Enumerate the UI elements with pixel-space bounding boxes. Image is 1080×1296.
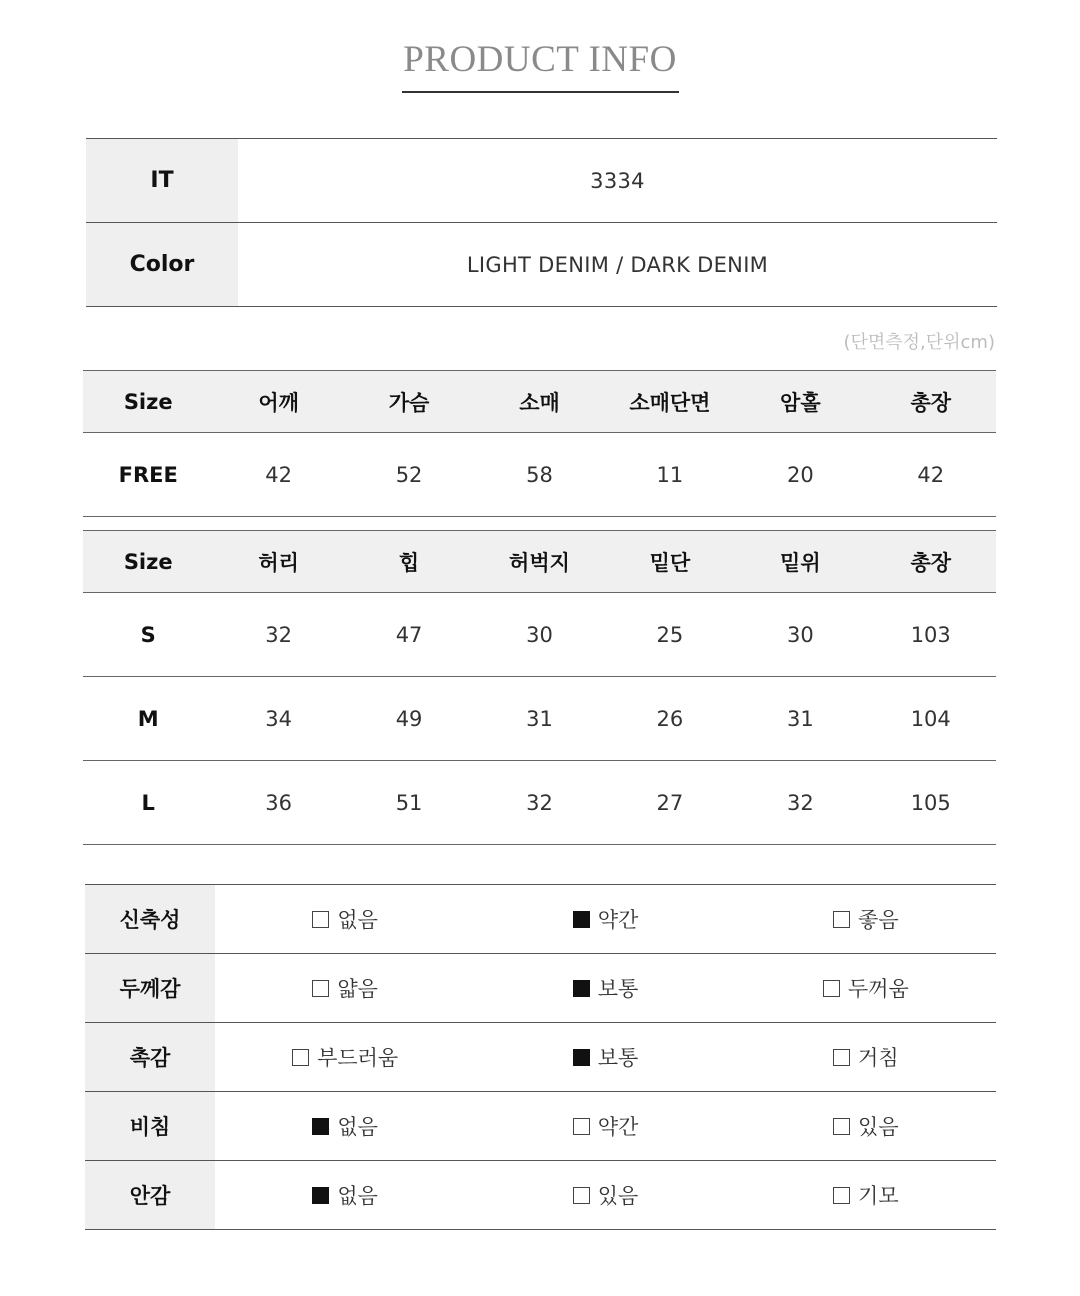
checked-box-icon [312, 1187, 329, 1204]
fabric-option [736, 1161, 996, 1229]
fabric-option-label: 약간 [597, 908, 639, 932]
size-label-cell: S [140, 622, 156, 647]
size-value-cell: 42 [265, 462, 292, 487]
size-row [83, 433, 996, 517]
size-header-cell: 힙 [398, 550, 420, 575]
fabric-row [85, 954, 996, 1023]
checked-box-icon [573, 980, 590, 997]
unchecked-box-icon [292, 1049, 309, 1066]
unchecked-box-icon [833, 1187, 850, 1204]
size-value-cell: 47 [395, 622, 423, 647]
size-row [83, 593, 996, 677]
info-row-item [86, 139, 997, 223]
fabric-option-label: 보통 [597, 977, 639, 1001]
size-row [83, 677, 996, 761]
fabric-option-label: 두꺼움 [847, 977, 909, 1001]
fabric-row [85, 1023, 996, 1092]
size-header-cell: 밑단 [649, 550, 691, 575]
fabric-option-label: 얇음 [337, 977, 378, 1001]
size-header-row [83, 530, 996, 593]
size-value-cell: 36 [265, 790, 292, 815]
size-value-cell: 31 [526, 706, 553, 731]
info-label: IT [86, 139, 238, 222]
fabric-option [736, 954, 996, 1022]
size-header-cell: 소매 [519, 390, 560, 415]
unchecked-box-icon [833, 1118, 850, 1135]
fabric-option [475, 885, 735, 953]
bottom-size-table [83, 530, 996, 845]
fabric-option-label: 좋음 [858, 908, 899, 932]
fabric-label: 두께감 [85, 954, 215, 1022]
title-block [0, 38, 1080, 82]
fabric-option-label: 없음 [337, 1115, 378, 1139]
fabric-option [475, 1023, 735, 1091]
size-value-cell: 42 [917, 462, 945, 487]
fabric-row [85, 1092, 996, 1161]
info-row-color [86, 223, 997, 307]
size-value-cell: 103 [910, 622, 951, 647]
unchecked-box-icon [312, 980, 329, 997]
fabric-option [215, 1092, 475, 1160]
fabric-option [475, 1092, 735, 1160]
fabric-option-label: 약간 [597, 1115, 639, 1139]
fabric-option [215, 954, 475, 1022]
unchecked-box-icon [833, 911, 850, 928]
fabric-label: 비침 [85, 1092, 215, 1160]
size-header-cell: Size [123, 549, 173, 574]
fabric-option-label: 부드러움 [317, 1046, 399, 1070]
unchecked-box-icon [573, 1187, 590, 1204]
size-label-cell: M [137, 706, 159, 731]
size-header-cell: 총장 [910, 550, 952, 575]
fabric-option-label: 있음 [858, 1115, 899, 1139]
info-value: LIGHT DENIM / DARK DENIM [466, 252, 769, 277]
unchecked-box-icon [823, 980, 840, 997]
fabric-option [736, 1023, 996, 1091]
size-header-cell: 어깨 [258, 390, 299, 415]
unchecked-box-icon [833, 1049, 850, 1066]
fabric-option [215, 1161, 475, 1229]
size-value-cell: 31 [786, 706, 814, 731]
size-value-cell: 26 [656, 706, 684, 731]
unchecked-box-icon [573, 1118, 590, 1135]
size-value-cell: 34 [265, 706, 292, 731]
checked-box-icon [312, 1118, 329, 1135]
info-value: 3334 [590, 168, 645, 193]
fabric-option [736, 885, 996, 953]
size-header-cell: Size [123, 389, 173, 414]
fabric-row [85, 885, 996, 954]
size-value-cell: 32 [526, 790, 553, 815]
size-value-cell: 20 [786, 462, 814, 487]
fabric-option [215, 1023, 475, 1091]
fabric-option-label: 없음 [337, 908, 378, 932]
fabric-option [215, 885, 475, 953]
size-value-cell: 52 [395, 462, 423, 487]
fabric-label: 촉감 [85, 1023, 215, 1091]
size-value-cell: 30 [786, 622, 814, 647]
fabric-option [736, 1092, 996, 1160]
size-value-cell: 27 [656, 790, 684, 815]
fabric-option-label: 없음 [337, 1184, 378, 1208]
size-label-cell: L [141, 790, 155, 815]
size-label-cell: FREE [118, 462, 178, 487]
top-size-table [83, 370, 996, 517]
size-value-cell: 104 [910, 706, 951, 731]
unit-note: (단면측정,단위cm) [843, 332, 995, 353]
unchecked-box-icon [312, 911, 329, 928]
size-header-cell: 소매단면 [629, 390, 711, 415]
fabric-label: 안감 [85, 1161, 215, 1229]
product-info-table [86, 138, 997, 307]
size-header-cell: 총장 [910, 390, 952, 415]
size-header-cell: 허리 [258, 550, 299, 575]
size-value-cell: 25 [656, 622, 684, 647]
size-value-cell: 51 [395, 790, 423, 815]
size-header-cell: 가슴 [388, 390, 430, 415]
fabric-option-label: 거침 [858, 1046, 899, 1070]
fabric-row [85, 1161, 996, 1230]
checked-box-icon [573, 1049, 590, 1066]
fabric-option-label: 보통 [597, 1046, 639, 1070]
size-value-cell: 58 [526, 462, 553, 487]
info-label: Color [86, 223, 238, 306]
size-value-cell: 32 [265, 622, 292, 647]
fabric-option-label: 있음 [597, 1184, 639, 1208]
size-value-cell: 105 [910, 790, 951, 815]
fabric-label: 신축성 [85, 885, 215, 953]
size-header-row [83, 370, 996, 433]
fabric-option-label: 기모 [858, 1184, 899, 1208]
size-value-cell: 49 [395, 706, 423, 731]
size-header-cell: 허벅지 [509, 550, 570, 575]
fabric-option [475, 954, 735, 1022]
size-header-cell: 암홀 [780, 390, 821, 415]
size-value-cell: 32 [786, 790, 814, 815]
size-row [83, 761, 996, 845]
size-header-cell: 밑위 [780, 550, 821, 575]
title-underline [402, 91, 679, 93]
fabric-option [475, 1161, 735, 1229]
size-value-cell: 11 [656, 462, 684, 487]
size-value-cell: 30 [526, 622, 553, 647]
fabric-info-table [85, 884, 996, 1230]
page-title: PRODUCT INFO [403, 39, 677, 80]
checked-box-icon [573, 911, 590, 928]
